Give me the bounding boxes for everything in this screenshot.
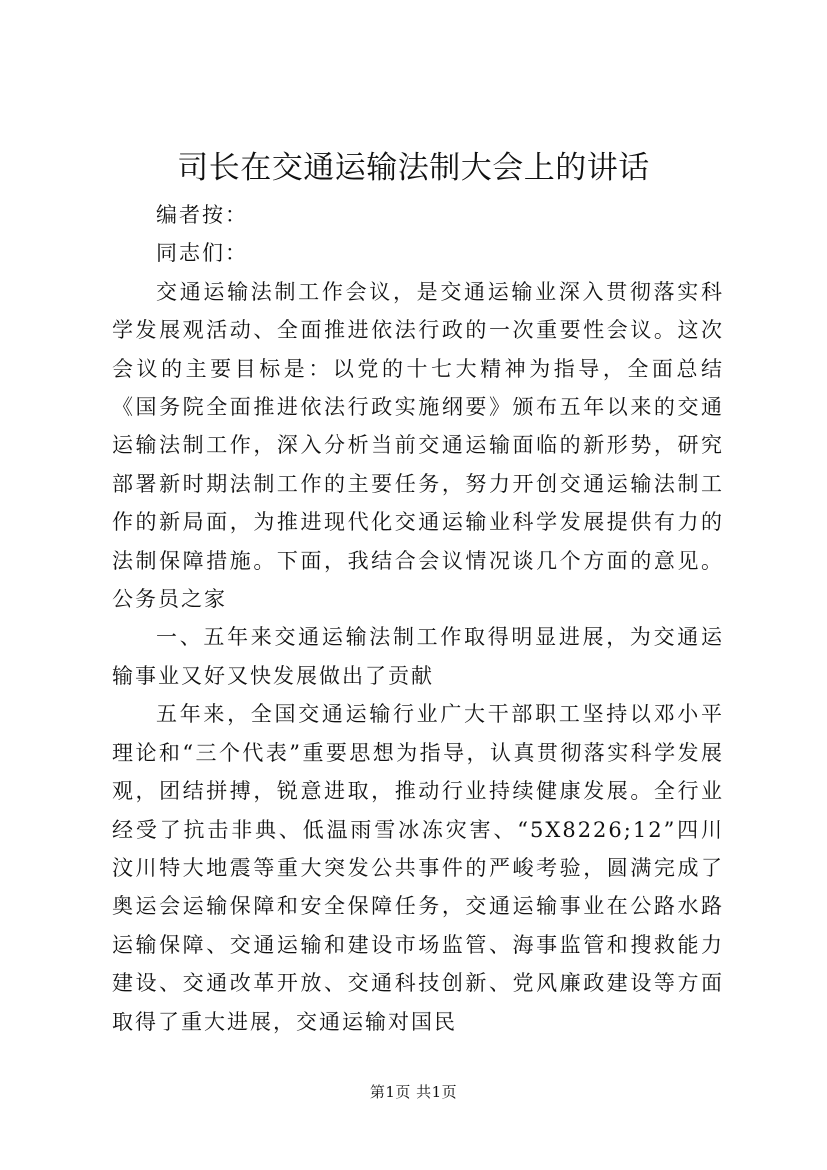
salutation: 同志们： xyxy=(156,241,248,266)
editor-note-label: 编者按： xyxy=(156,203,248,227)
paragraph-intro: 交通运输法制工作会议，是交通运输业深入贯彻落实科学发展观活动、全面推进依法行政的一次重要性会议。这次会议的主要目标是：以党的十七大精神为指导，全面总结《国务院全面推进依法行政实施纲要》颁布五年以来的交通运输法制工作，深入分析当前交通运输面临的新形势，研究部署新时期法制工作的主要任务，努力开创交通运输法制工作的新局面，为推进现代化交通运输业科学发展提供有力的法制保障措施。下面，我结合会议情况谈几个方面的意见。公务员之家 xyxy=(112,279,724,612)
document-body xyxy=(112,196,724,1041)
section-heading-1: 一、五年来交通运输法制工作取得明显进展，为交通运输事业又好又快发展做出了贡献 xyxy=(112,625,724,688)
paragraph-five-years: 五年来，全国交通运输行业广大干部职工坚持以邓小平理论和“三个代表”重要思想为指导，认真贯彻落实科学发展观，团结拼搏，锐意进取，推动行业持续健康发展。全行业经受了抗击非典、低温雨雪冰冻灾害、“5X8226;12”四川汶川特大地震等重大突发公共事件的严峻考验，圆满完成了奥运会运输保障和安全保障任务，交通运输事业在公路水路运输保障、交通运输和建设市场监管、海事监管和搜救能力建设、交通改革开放、交通科技创新、党风廉政建设等方面取得了重大进展，交通运输对国民 xyxy=(112,702,724,1034)
page-footer: 第1页 共1页 xyxy=(369,1083,458,1101)
document-title: 司长在交通运输法制大会上的讲话 xyxy=(177,150,650,186)
